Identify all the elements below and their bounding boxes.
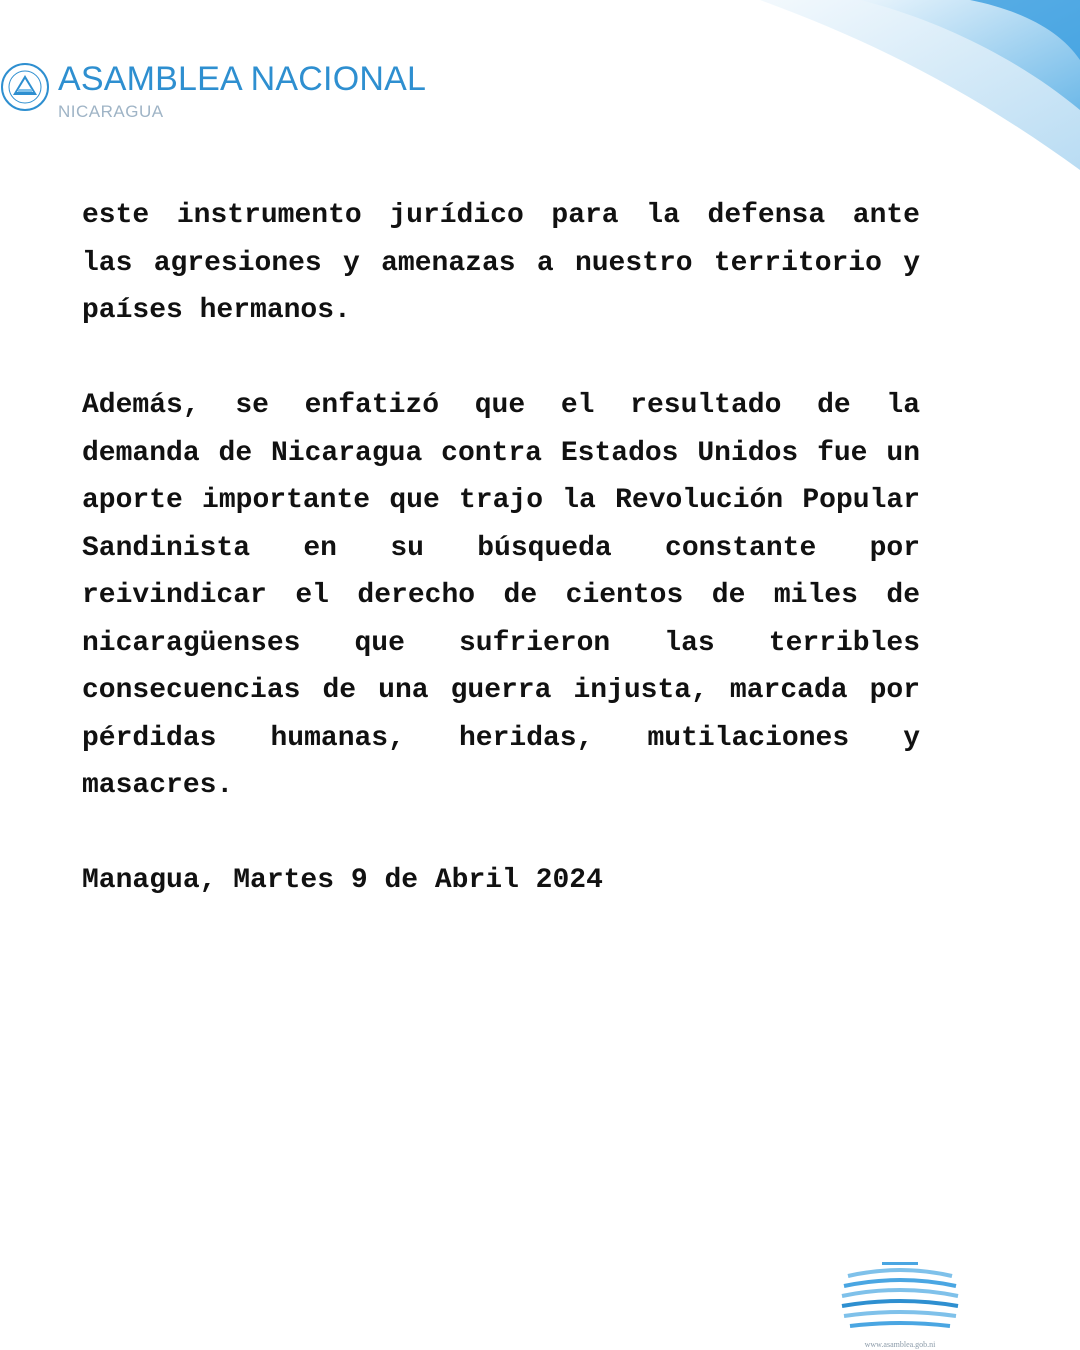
paragraph-1: este instrumento jurídico para la defensa ante las agresiones y amenazas a nuestro territorio y países hermanos.: [82, 200, 920, 326]
paragraph-2: Además, se enfatizó que el resultado de la demanda de Nicaragua contra Estados Unidos fue un aporte importante que trajo la Revolución Popular Sandinista en su búsqueda constante por reivindicar el derecho de cientos de miles de nicaragüenses que sufrieron las terribles consecuencias de una guerra injusta, marcada por pérdidas humanas, heridas, mutilaciones y masacres.: [82, 390, 920, 801]
website-url: www.asamblea.gob.ni: [864, 1340, 936, 1349]
document-body: [82, 192, 920, 905]
org-name: ASAMBLEA NACIONAL: [58, 60, 427, 98]
org-country: NICARAGUA: [58, 102, 164, 121]
dateline: Managua, Martes 9 de Abril 2024: [82, 865, 603, 896]
corner-wave-decoration: [720, 0, 1080, 180]
assembly-hemicycle-icon: [838, 1258, 962, 1338]
nicaragua-coat-of-arms-icon: [0, 62, 50, 112]
